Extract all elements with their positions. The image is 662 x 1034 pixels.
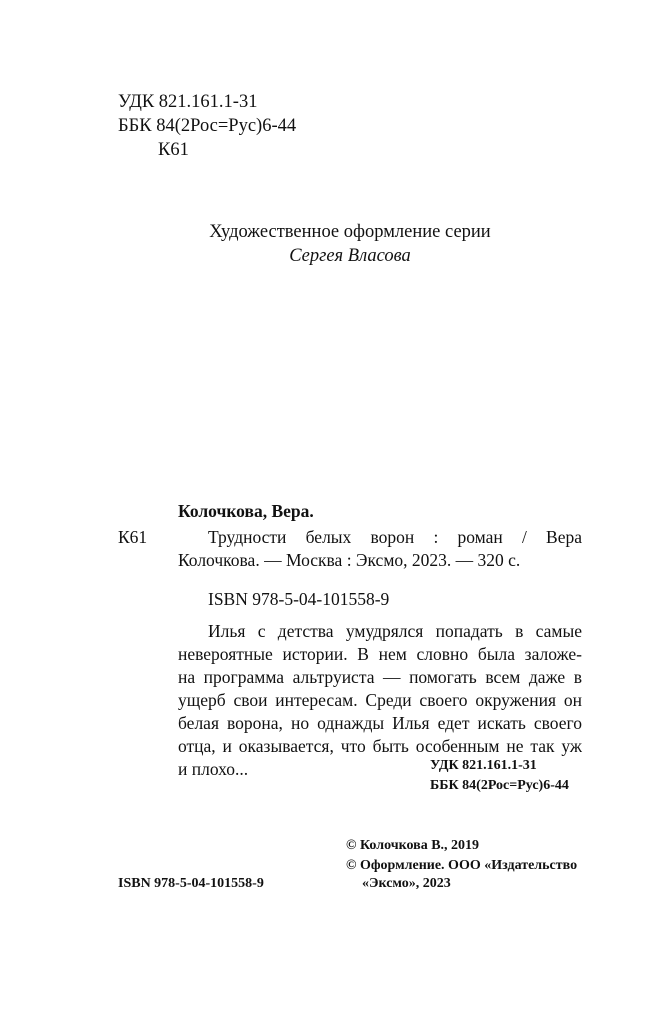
annotation-line: белая ворона, но однажды Илья едет искать своего xyxy=(178,713,582,733)
card-title-line: Колочкова. — Москва : Эксмо, 2023. — 320 с. xyxy=(178,550,521,570)
copyright-design-cont: «Эксмо», 2023 xyxy=(362,876,451,891)
bbk-code: ББК 84(2Рос=Рус)6-44 xyxy=(118,116,297,136)
copyright-author: © Колочкова В., 2019 xyxy=(346,838,480,853)
designer-name: Сергея Власова xyxy=(289,246,411,266)
annotation-line: ущерб свои интересам. Среди своего окружения он xyxy=(178,690,582,710)
copyright-design: © Оформление. ООО «Издательство xyxy=(346,858,578,873)
card-isbn: ISBN 978-5-04-101558-9 xyxy=(208,589,390,609)
footer-isbn: ISBN 978-5-04-101558-9 xyxy=(118,876,264,891)
card-title-line: Трудности белых ворон : роман / Вера xyxy=(208,527,582,547)
card-title-block xyxy=(178,526,582,572)
author-mark: К61 xyxy=(158,140,189,160)
annotation-line: невероятные истории. В нем словно была заложе- xyxy=(178,644,582,664)
card-author: Колочкова, Вера. xyxy=(178,501,314,521)
annotation-line: Илья с детства умудрялся попадать в самые xyxy=(208,621,582,641)
design-credit-line: Художественное оформление серии xyxy=(209,222,491,242)
udk-code: УДК 821.161.1-31 xyxy=(118,92,258,112)
annotation-line: на программа альтруиста — помогать всем даже в xyxy=(178,667,582,687)
annotation-line: отца, и оказывается, что быть особенным не так уж xyxy=(178,736,582,756)
annotation-line: и плохо... xyxy=(178,759,249,779)
card-author-mark: К61 xyxy=(118,527,148,547)
card-bbk: ББК 84(2Рос=Рус)6-44 xyxy=(430,778,569,793)
card-udk: УДК 821.161.1-31 xyxy=(430,758,537,773)
